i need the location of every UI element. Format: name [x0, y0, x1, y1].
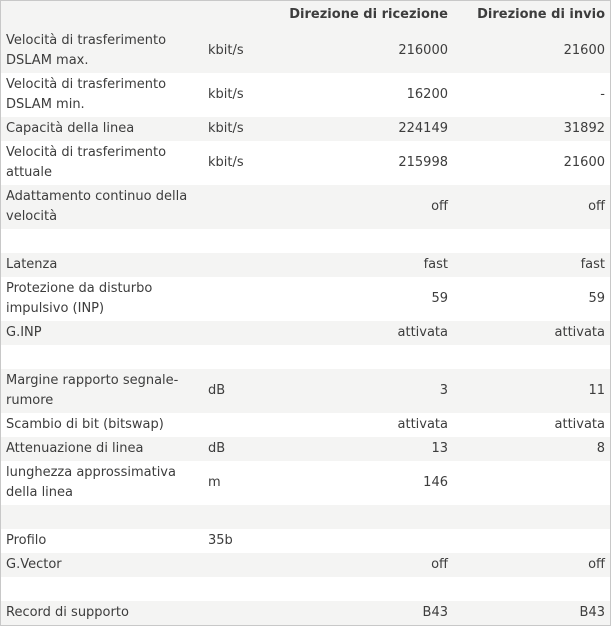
row-label: Attenuazione di linea [6, 441, 144, 456]
row-label: Margine rapporto segnale-rumore [6, 373, 179, 408]
row-tx-value: off [588, 557, 605, 572]
row-unit: kbit/s [208, 121, 244, 136]
row-unit [208, 229, 268, 253]
row-unit: dB [208, 441, 226, 456]
row-spacer [1, 577, 610, 601]
row-rx-value: 59 [431, 291, 448, 306]
row-dslam-max-rate [1, 29, 610, 73]
row-inp [1, 277, 610, 321]
row-rx-value: attivata [397, 417, 448, 432]
row-spacer [1, 505, 610, 529]
row-rx-value: 224149 [398, 121, 448, 136]
row-snr-margin [1, 369, 610, 413]
row-unit [208, 553, 268, 577]
row-support-record [1, 601, 610, 625]
row-label: Capacità della linea [6, 121, 135, 136]
row-unit [208, 321, 268, 345]
row-rx-value: 216000 [398, 43, 448, 58]
row-tx-value [448, 345, 610, 369]
row-profile [1, 529, 610, 553]
row-unit [208, 413, 268, 437]
row-line-length [1, 461, 610, 505]
row-tx-value: fast [580, 257, 605, 272]
row-label: Velocità di trasferimento DSLAM max. [6, 33, 167, 68]
row-unit [208, 277, 268, 321]
row-rx-value: 3 [439, 383, 448, 398]
row-seamless-rate-adaptation [1, 185, 610, 229]
row-rx-value [268, 229, 448, 253]
row-label: Velocità di trasferimento attuale [6, 145, 167, 180]
header-unit [208, 1, 268, 29]
row-gvector [1, 553, 610, 577]
row-current-rate [1, 141, 610, 185]
row-latency [1, 253, 610, 277]
row-unit: kbit/s [208, 87, 244, 102]
dsl-line-table [1, 1, 610, 625]
row-tx-value: 21600 [563, 155, 605, 170]
row-unit [208, 577, 268, 601]
row-label [1, 345, 208, 369]
table-header-row [1, 1, 610, 29]
row-tx-value: 59 [588, 291, 605, 306]
row-unit [208, 505, 268, 529]
row-tx-value: attivata [554, 325, 605, 340]
row-label: Profilo [6, 533, 47, 548]
row-unit [208, 601, 268, 625]
row-spacer [1, 229, 610, 253]
row-tx-value: - [600, 87, 605, 102]
row-unit: kbit/s [208, 43, 244, 58]
row-unit [208, 185, 268, 229]
header-send-direction: Direzione di invio [477, 7, 605, 22]
row-label [1, 577, 208, 601]
row-tx-value: off [588, 199, 605, 214]
row-tx-value: 11 [588, 383, 605, 398]
row-unit [208, 345, 268, 369]
row-rx-value: 16200 [406, 87, 448, 102]
row-unit: kbit/s [208, 155, 244, 170]
row-label: lunghezza approssimativa della linea [6, 465, 176, 500]
row-unit [208, 253, 268, 277]
row-spacer [1, 345, 610, 369]
row-rx-value: off [431, 199, 448, 214]
row-tx-value: 21600 [563, 43, 605, 58]
row-rx-value [268, 505, 448, 529]
row-rx-value [268, 345, 448, 369]
row-line-capacity [1, 117, 610, 141]
row-rx-value: 13 [431, 441, 448, 456]
row-label: Adattamento continuo della velocità [6, 189, 188, 224]
row-label: G.INP [6, 325, 42, 340]
row-rx-value: attivata [397, 325, 448, 340]
row-label: Latenza [6, 257, 58, 272]
row-unit: 35b [208, 533, 233, 548]
row-tx-value [448, 577, 610, 601]
row-tx-value: B43 [579, 605, 605, 620]
row-tx-value [448, 461, 610, 505]
row-rx-value [268, 577, 448, 601]
row-tx-value [448, 529, 610, 553]
row-tx-value: attivata [554, 417, 605, 432]
row-label: Velocità di trasferimento DSLAM min. [6, 77, 167, 112]
row-line-attenuation [1, 437, 610, 461]
row-tx-value [448, 505, 610, 529]
row-rx-value: 146 [423, 475, 448, 490]
row-tx-value: 31892 [563, 121, 605, 136]
row-label: Protezione da disturbo impulsivo (INP) [6, 281, 153, 316]
row-label [1, 229, 208, 253]
header-label [1, 1, 208, 29]
row-label: Record di supporto [6, 605, 129, 620]
row-tx-value [448, 229, 610, 253]
row-bitswap [1, 413, 610, 437]
row-rx-value: off [431, 557, 448, 572]
row-label: G.Vector [6, 557, 62, 572]
row-unit: m [208, 475, 221, 490]
row-label [1, 505, 208, 529]
row-unit: dB [208, 383, 226, 398]
row-rx-value: fast [423, 257, 448, 272]
header-receive-direction: Direzione di ricezione [289, 7, 448, 22]
row-tx-value: 8 [596, 441, 605, 456]
row-ginp [1, 321, 610, 345]
row-rx-value [268, 529, 448, 553]
row-label: Scambio di bit (bitswap) [6, 417, 164, 432]
row-rx-value: B43 [422, 605, 448, 620]
row-dslam-min-rate [1, 73, 610, 117]
row-rx-value: 215998 [398, 155, 448, 170]
